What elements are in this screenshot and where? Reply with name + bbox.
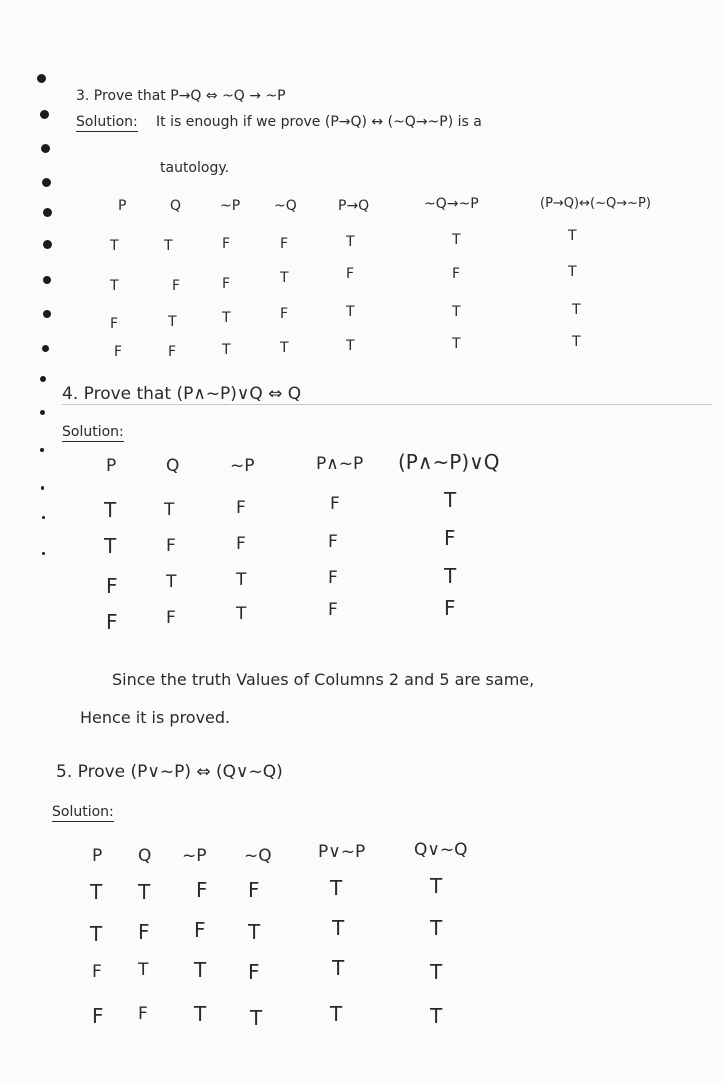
q3-header: ~P: [220, 198, 241, 214]
q5-cell: T: [250, 1006, 263, 1030]
q3-cell: T: [168, 314, 177, 330]
q4-cell: T: [166, 572, 177, 592]
q3-cell: T: [110, 238, 119, 254]
q3-cell: F: [222, 276, 231, 292]
q3-title: 3. Prove that P→Q ⇔ ~Q → ~P: [76, 88, 286, 104]
q4-cell: F: [166, 536, 176, 556]
q4-cell: F: [106, 574, 118, 598]
q3-cell: F: [346, 266, 355, 282]
q4-cell: T: [444, 488, 457, 512]
q5-cell: T: [248, 920, 261, 944]
binder-hole: [40, 110, 49, 119]
q3-cell: F: [280, 236, 289, 252]
q5-cell: T: [330, 876, 343, 900]
q3-cell: F: [172, 278, 181, 294]
q4-cell: F: [236, 498, 246, 518]
binder-hole: [43, 310, 51, 318]
q4-header: P∧~P: [316, 454, 364, 474]
q4-cell: F: [236, 534, 246, 554]
q3-cell: T: [346, 338, 355, 354]
q4-cell: T: [236, 570, 247, 590]
q3-cell: T: [222, 310, 231, 326]
q4-cell: T: [104, 534, 117, 558]
q3-solution-text: It is enough if we prove (P→Q) ↔ (~Q→~P) is a: [156, 114, 482, 130]
q5-cell: F: [248, 878, 260, 902]
q3-cell: T: [280, 270, 289, 286]
binder-hole: [40, 410, 45, 415]
q3-cell: F: [222, 236, 231, 252]
q3-cell: T: [452, 304, 461, 320]
q5-cell: T: [90, 880, 103, 904]
q3-cell: F: [114, 344, 123, 360]
q4-title-rule: [62, 404, 712, 405]
q3-cell: T: [452, 336, 461, 352]
q3-cell: T: [164, 238, 173, 254]
q4-header: ~P: [230, 456, 255, 476]
q5-cell: T: [430, 874, 443, 898]
q5-cell: T: [138, 960, 149, 980]
q3-header: ~Q: [274, 198, 297, 214]
q3-cell: T: [280, 340, 289, 356]
q4-cell: T: [444, 564, 457, 588]
q5-cell: F: [196, 878, 208, 902]
q5-cell: T: [332, 916, 345, 940]
binder-hole: [43, 240, 52, 249]
q5-cell: T: [330, 1002, 343, 1026]
q5-cell: T: [430, 916, 443, 940]
q4-conclusion-line1: Since the truth Values of Columns 2 and 5 are same,: [112, 670, 535, 689]
q5-cell: T: [332, 956, 345, 980]
q3-cell: F: [280, 306, 289, 322]
q3-cell: F: [452, 266, 461, 282]
q3-header: ~Q→~P: [424, 196, 479, 212]
q4-cell: T: [164, 500, 175, 520]
binder-hole: [40, 376, 46, 382]
binder-hole: [42, 178, 51, 187]
binder-hole: [42, 516, 45, 519]
q3-cell: T: [346, 304, 355, 320]
q3-cell: T: [346, 234, 355, 250]
binder-hole: [43, 208, 52, 217]
binder-hole: [42, 345, 49, 352]
q4-header: P: [106, 456, 117, 476]
q5-cell: F: [92, 1004, 104, 1028]
q5-cell: T: [194, 1002, 207, 1026]
q3-header: (P→Q)↔(~Q→~P): [540, 196, 651, 211]
q4-cell: T: [236, 604, 247, 624]
q5-header: ~Q: [244, 846, 272, 866]
q4-cell: F: [106, 610, 118, 634]
q5-cell: F: [248, 960, 260, 984]
binder-hole: [43, 276, 51, 284]
q3-header: P→Q: [338, 198, 370, 214]
q5-cell: T: [430, 960, 443, 984]
q5-header: ~P: [182, 846, 207, 866]
q4-cell: F: [444, 596, 456, 620]
q4-solution-label: Solution:: [62, 424, 124, 440]
q3-cell: T: [568, 264, 577, 280]
binder-hole: [41, 486, 44, 490]
q4-cell: F: [166, 608, 176, 628]
q3-cell: T: [452, 232, 461, 248]
q3-cell: T: [572, 302, 581, 318]
q4-cell: F: [328, 568, 338, 588]
q4-title: 4. Prove that (P∧~P)∨Q ⇔ Q: [62, 384, 302, 404]
q5-cell: F: [92, 962, 102, 982]
q3-solution-text2: tautology.: [160, 160, 230, 176]
binder-hole: [37, 74, 46, 83]
q3-header: Q: [170, 198, 182, 214]
q5-cell: F: [138, 920, 150, 944]
binder-hole: [40, 448, 44, 452]
q5-cell: T: [90, 922, 103, 946]
q5-header: Q: [138, 846, 152, 866]
q4-cell: F: [328, 532, 338, 552]
binder-hole: [42, 552, 45, 555]
q3-header: P: [118, 198, 127, 214]
q5-title: 5. Prove (P∨~P) ⇔ (Q∨~Q): [56, 762, 283, 782]
q5-solution-label: Solution:: [52, 804, 114, 820]
q3-solution-label: Solution:: [76, 114, 138, 130]
q5-cell: F: [138, 1004, 148, 1024]
q4-cell: F: [328, 600, 338, 620]
q3-cell: T: [568, 228, 577, 244]
q3-cell: F: [110, 316, 119, 332]
binder-hole: [41, 144, 50, 153]
q3-cell: T: [110, 278, 119, 294]
q3-cell: T: [222, 342, 231, 358]
q5-header: P: [92, 846, 103, 866]
q5-cell: T: [430, 1004, 443, 1028]
q3-cell: F: [168, 344, 177, 360]
q3-cell: T: [572, 334, 581, 350]
q5-header: Q∨~Q: [414, 840, 468, 860]
q4-cell: F: [444, 526, 456, 550]
q4-cell: T: [104, 498, 117, 522]
q5-header: P∨~P: [318, 842, 366, 862]
q4-cell: F: [330, 494, 340, 514]
q4-header: Q: [166, 456, 180, 476]
q4-header: (P∧~P)∨Q: [398, 450, 500, 474]
q5-cell: F: [194, 918, 206, 942]
q5-cell: T: [138, 880, 151, 904]
q4-conclusion-line2: Hence it is proved.: [80, 708, 231, 727]
q5-cell: T: [194, 958, 207, 982]
